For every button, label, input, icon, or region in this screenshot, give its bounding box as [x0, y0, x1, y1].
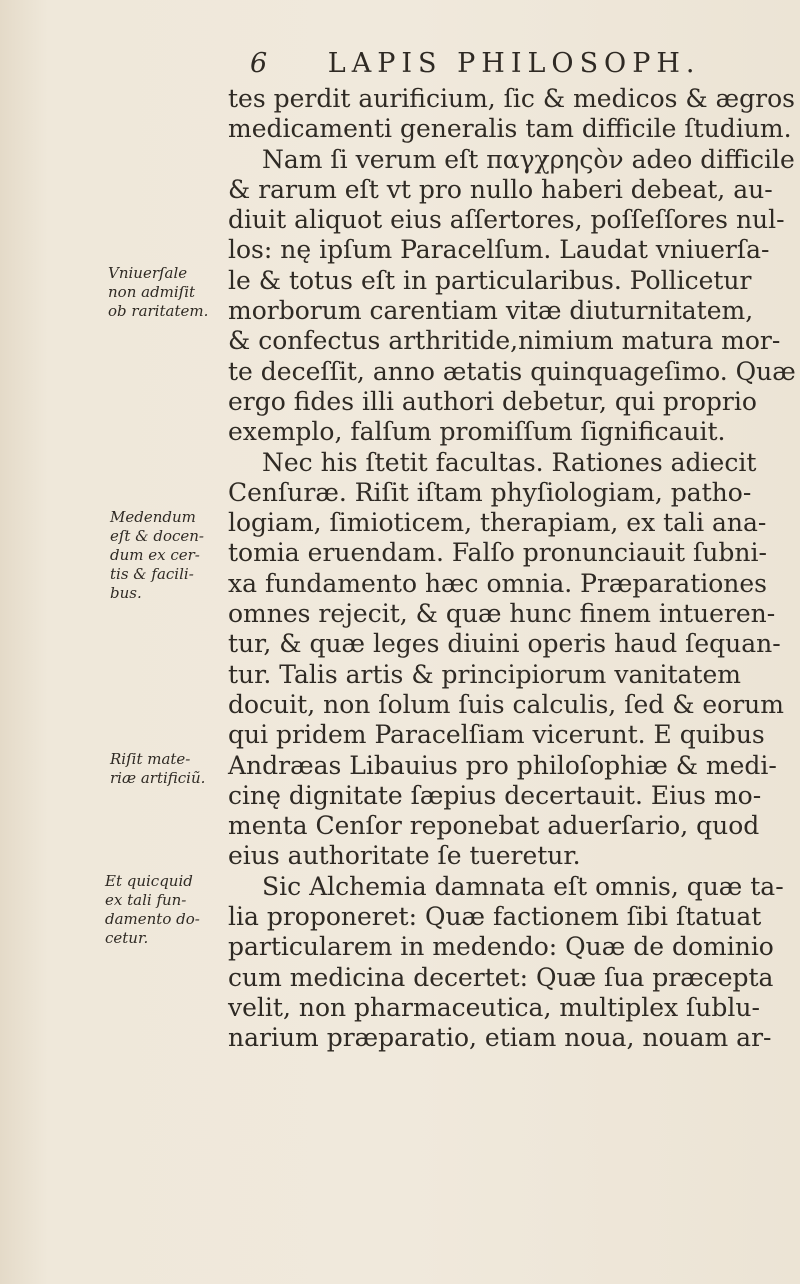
running-title: LAPIS PHILOSOPH.	[327, 48, 701, 79]
text-line: medicamenti generalis tam difficile ſtudium.	[228, 114, 792, 144]
margin-note: Riſit mate- riæ artificiũ.	[110, 750, 206, 787]
running-header	[250, 48, 770, 88]
text-line: exemplo, falſum promiſſum ſignificauit.	[228, 417, 726, 447]
text-line: cinę dignitate ſæpius decertauit. Eius mo-	[228, 780, 762, 810]
margin-note: Medendum eſt & docen- dum ex cer- tis & facili- bus.	[110, 508, 204, 602]
text-line: narium præparatio, etiam noua, nouam ar-	[228, 1023, 772, 1053]
text-line: lia proponeret: Quæ factionem ſibi ſtatuat	[228, 902, 762, 932]
text-line: Cenſuræ. Riſit iſtam phyſiologiam, patho-	[228, 477, 752, 507]
main-text	[228, 84, 796, 1054]
text-line: & rarum eſt vt pro nullo haberi debeat, au-	[228, 174, 773, 204]
text-line: velit, non pharmaceutica, multiplex ſublu-	[228, 992, 760, 1022]
text-line: diuit aliquot eius aſſertores, poſſeſſores nul-	[228, 205, 785, 235]
text-line: Andræas Libauius pro philoſophiæ & medi-	[228, 750, 777, 780]
text-line: Sic Alchemia damnata eſt omnis, quæ ta-	[262, 871, 784, 901]
text-line: xa fundamento hæc omnia. Præparationes	[228, 568, 768, 598]
text-line: te deceſſit, anno ætatis quinquageſimo. Quæ	[228, 356, 796, 386]
text-line: Nam ſi verum eſt παγχρηςὸν adeo difficile	[262, 144, 795, 174]
margin-note: Vniuerſale non admiſit ob raritatem.	[108, 264, 209, 320]
text-line: docuit, non ſolum ſuis calculis, ſed & eorum	[228, 689, 784, 719]
text-line: ergo fides illi authori debetur, qui proprio	[228, 386, 757, 416]
text-line: tur. Talis artis & principiorum vanitatem	[228, 659, 741, 689]
text-line: tes perdit aurificium, ſic & medicos & ægros	[228, 84, 795, 113]
text-line: Nec his ſtetit facultas. Rationes adiecit	[262, 447, 757, 477]
margin-note: Et quicquid ex tali fun- damento do- cetur.	[105, 872, 200, 947]
text-line: particularem in medendo: Quæ de dominio	[228, 932, 774, 962]
text-line: menta Cenſor reponebat aduerſario, quod	[228, 811, 760, 841]
text-line: los: nę ipſum Paracelſum. Laudat vniuerſa-	[228, 235, 770, 265]
text-line: omnes rejecit, & quæ hunc finem intueren-	[228, 599, 776, 629]
text-line: cum medicina decertet: Quæ ſua præcepta	[228, 962, 774, 992]
text-line: le & totus eſt in particularibus. Pollicetur	[228, 265, 752, 295]
text-line: tur, & quæ leges diuini operis haud ſequan-	[228, 629, 781, 659]
text-line: & confectus arthritide,nimium matura mor-	[228, 326, 781, 356]
text-line: logiam, ſimioticem, therapiam, ex tali ana-	[228, 508, 767, 538]
text-line: tomia eruendam. Falſo pronunciauit ſubni-	[228, 538, 767, 568]
text-line: morborum carentiam vitæ diuturnitatem,	[228, 296, 754, 326]
text-line: qui pridem Paracelſiam vicerunt. E quibus	[228, 720, 765, 750]
page-number: 6	[250, 48, 268, 79]
text-line: eius authoritate ſe tueretur.	[228, 841, 581, 871]
